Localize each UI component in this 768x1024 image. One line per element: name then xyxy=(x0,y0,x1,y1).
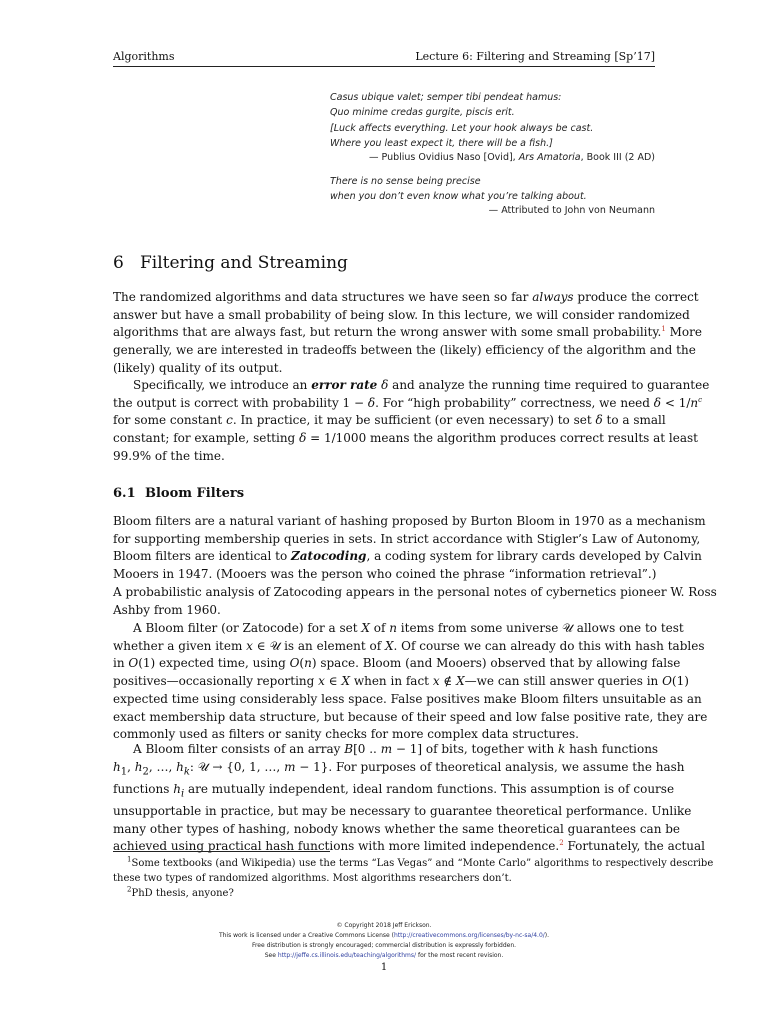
attribution-work: Ars Amatoria xyxy=(518,152,581,163)
text-line: (likely) quality of its output. xyxy=(113,360,283,375)
bloom-definition-paragraph xyxy=(113,620,708,744)
intro-paragraph xyxy=(113,289,702,378)
epigraph-line: Where you least expect it, there will be a fish.] xyxy=(330,138,553,149)
header-lecture-title: Lecture 6: Filtering and Streaming [Sp’17] xyxy=(415,50,655,63)
text-line: generally, we are interested in tradeoffs between the (likely) efficiency of the algorithm and the xyxy=(113,343,696,358)
text-line: A Bloom filter (or Zatocode) for a set X of n items from some universe 𝒰 allows one to test xyxy=(133,621,684,635)
epigraph-neumann xyxy=(330,174,656,204)
footnote-text: PhD thesis, anyone? xyxy=(131,888,234,899)
course-website-link[interactable]: http://jeffe.cs.illinois.edu/teaching/algorithms/ xyxy=(277,952,417,959)
text-line: A Bloom filter consists of an array B[0 .. m − 1] of bits, together with k hash functions xyxy=(133,742,659,756)
text-line: Ashby from 1960. xyxy=(113,602,221,617)
text-line: answer but have a small probability of being slow. In this lecture, we will consider randomized xyxy=(113,307,690,322)
revision-line xyxy=(113,951,655,961)
subsection-heading xyxy=(113,486,244,501)
text-line: $h_1$, $h_2$, …, $h_k$: 𝒰 → {0, 1, …, m − 1}. For purposes of theoretical analysis, we assume the hash xyxy=(113,759,685,778)
license-text: ). xyxy=(544,932,550,939)
epigraph-line: Casus ubique valet; semper tibi pendeat hamus: xyxy=(330,92,562,103)
epigraph-line: There is no sense being precise xyxy=(330,176,481,187)
epigraph-attribution xyxy=(369,152,655,163)
footnote-1 xyxy=(113,855,714,886)
distribution-line: Free distribution is strongly encouraged; commercial distribution is expressly forbidden. xyxy=(251,942,517,949)
text-line: A probabilistic analysis of Zatocoding appears in the personal notes of cybernetics pioneer W. Ross xyxy=(113,584,717,599)
footnote-text: Some textbooks (and Wikipedia) use the terms “Las Vegas” and “Monte Carlo” algorithms to respectively describe xyxy=(131,858,714,869)
license-line xyxy=(113,931,655,941)
text-line: The randomized algorithms and data structures we have seen so far always produce the correct xyxy=(113,290,699,304)
text-line: in O(1) expected time, using O(n) space. Bloom (and Mooers) observed that by allowing false xyxy=(113,656,681,671)
epigraph-latin xyxy=(330,90,656,120)
epigraph-line: when you don’t even know what you’re talking about. xyxy=(330,191,587,202)
text-line: for supporting membership queries in sets. In strict accordance with Stigler’s Law of Autonomy, xyxy=(113,531,701,546)
running-header xyxy=(113,48,655,67)
epigraph-line: Quo minime credas gurgite, piscis erit. xyxy=(330,107,515,118)
epigraph-attribution: — Attributed to John von Neumann xyxy=(488,205,655,216)
footnote-line xyxy=(113,886,655,901)
subsection-title: Bloom Filters xyxy=(145,486,245,501)
text-line: algorithms that are always fast, but return the wrong answer with some small probability.$^1$ More xyxy=(113,325,702,340)
section-number: 6 xyxy=(113,253,124,273)
section-title: Filtering and Streaming xyxy=(140,253,348,273)
text-line: Bloom filters are identical to Zatocoding, a coding system for library cards developed by Calvin xyxy=(113,549,702,564)
section-heading xyxy=(113,253,348,273)
text-line: the output is correct with probability 1 − δ. For “high probability” correctness, we need $\delta < 1/n^c$ xyxy=(113,395,703,410)
header-course-title: Algorithms xyxy=(113,50,175,63)
bloom-structure-paragraph xyxy=(113,741,706,856)
footnote-marker: 2 xyxy=(127,885,132,894)
footnote-line xyxy=(113,855,714,871)
epigraph-translation xyxy=(330,121,656,151)
footnote-marker: 1 xyxy=(127,855,132,864)
copyright-line: © Copyright 2018 Jeff Erickson. xyxy=(336,922,432,929)
subsection-number: 6.1 xyxy=(113,486,136,501)
text-line: achieved using practical hash functions with more limited independence.$^2$ Fortunately, the actual xyxy=(113,839,706,854)
footnote-line: these two types of randomized algorithms. Most algorithms researchers don’t. xyxy=(113,873,512,884)
text-line: Bloom filters are a natural variant of hashing proposed by Burton Bloom in 1970 as a mechanism xyxy=(113,514,706,528)
text-line: commonly used as filters or sanity checks for more complex data structures. xyxy=(113,727,579,742)
epigraph-line: [Luck affects everything. Let your hook always be cast. xyxy=(330,123,594,134)
footnote-ref-2[interactable]: 2 xyxy=(559,839,564,848)
attribution-source: , Book III (2 AD) xyxy=(580,152,655,163)
copyright-footer xyxy=(113,921,655,961)
bloom-history-paragraph xyxy=(113,513,717,619)
text-line: for some constant c. In practice, it may be sufficient (or even necessary) to set δ to a small xyxy=(113,413,666,428)
error-rate-paragraph xyxy=(113,377,710,466)
text-line: 99.9% of the time. xyxy=(113,448,225,463)
text-line: Specifically, we introduce an error rate δ and analyze the running time required to guarantee xyxy=(133,378,710,392)
license-text: This work is licensed under a Creative Commons License ( xyxy=(218,932,394,939)
revision-text: for the most recent revision. xyxy=(416,952,504,959)
page-number: 1 xyxy=(380,962,388,973)
text-line: positives—occasionally reporting x ∈ X when in fact x ∉ X—we can still answer queries in O(1) xyxy=(113,674,689,689)
attribution-author: — Publius Ovidius Naso [Ovid], xyxy=(368,152,519,163)
text-line: whether a given item x ∈ 𝒰 is an element of X. Of course we can already do this with hash tables xyxy=(113,638,705,653)
footnote-ref-1[interactable]: 1 xyxy=(661,325,666,334)
footnote-2 xyxy=(113,886,655,901)
footnote-rule xyxy=(113,851,330,852)
text-line: constant; for example, setting δ = 1/1000 means the algorithm produces correct results at least xyxy=(113,431,698,446)
revision-text: See xyxy=(264,952,278,959)
text-line: expected time using considerably less space. False positives make Bloom filters unsuitable as an xyxy=(113,691,702,706)
license-link[interactable]: http://creativecommons.org/licenses/by-nc-sa/4.0/ xyxy=(393,932,545,939)
text-line: unsupportable in practice, but may be necessary to guarantee theoretical performance. Unlike xyxy=(113,803,692,818)
text-line: many other types of hashing, nobody knows whether the same theoretical guarantees can be xyxy=(113,821,681,836)
text-line: exact membership data structure, but because of their speed and low false positive rate, they are xyxy=(113,709,708,724)
text-line: Mooers in 1947. (Mooers was the person who coined the phrase “information retrieval”.) xyxy=(113,567,657,582)
text-line: functions $h_i$ are mutually independent, ideal random functions. This assumption is of course xyxy=(113,781,675,800)
